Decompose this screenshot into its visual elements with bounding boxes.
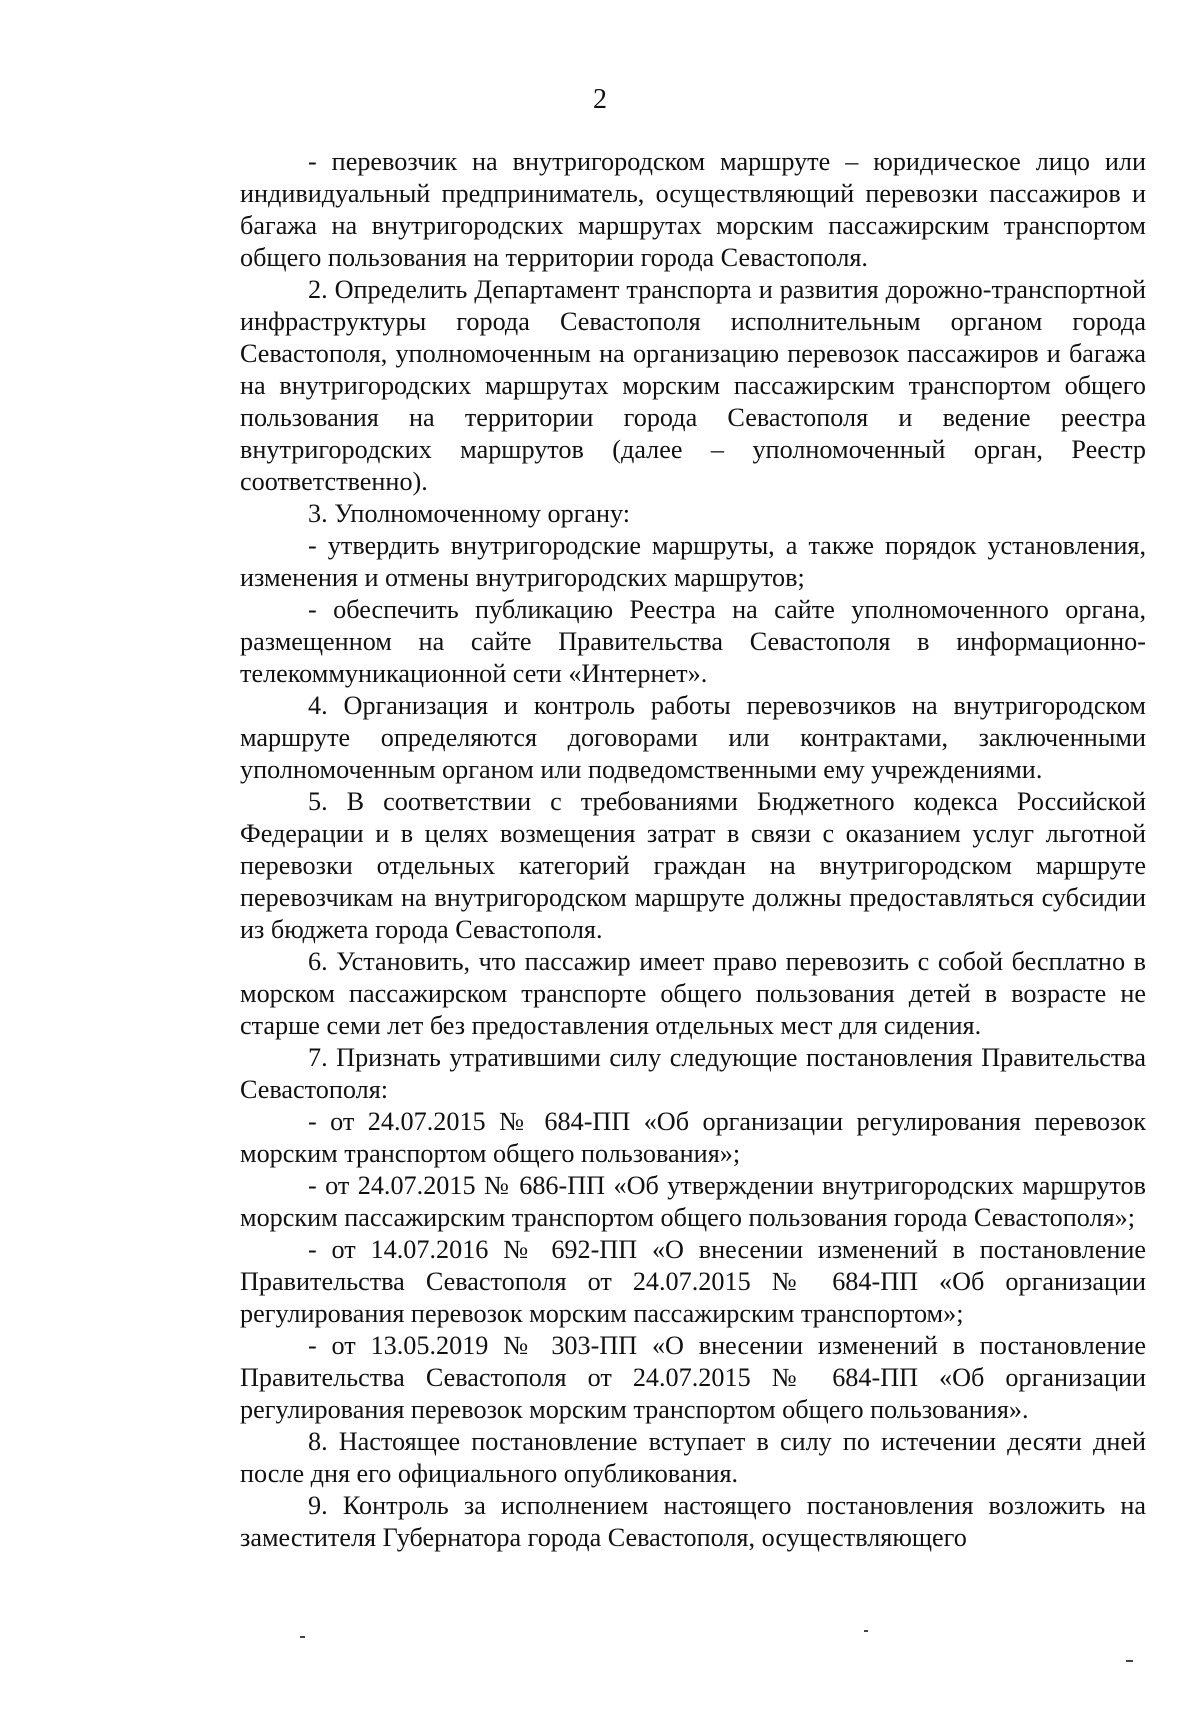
- paragraph-7-item-684: - от 24.07.2015 № 684-ПП «Об организации регулирования перевозок морским транспортом общего пользования»;: [240, 1107, 1146, 1168]
- paragraph-4-control: 4. Организация и контроль работы перевозчиков на внутригородском маршруте определяются договорами или контрактами, заключенными уполномоченным органом или подведомственными ему учреждениями.: [240, 691, 1146, 784]
- paragraph-8-effective-date: 8. Настоящее постановление вступает в силу по истечении десяти дней после дня его официального опубликования.: [240, 1427, 1146, 1488]
- paragraph-2-authorized-body: 2. Определить Департамент транспорта и развития дорожно-транспортной инфраструктуры города Севастополя исполнительным органом города Севастополя, уполномоченным на организацию перевозок пассажиров и багажа на внутригородских маршрутах морским пассажирским транспортом общего пользования на территории города Севастополя и ведение реестра внутригородских маршрутов (далее – уполномоченный орган, Реестр соответственно).: [240, 275, 1146, 496]
- paragraph-3-item-publish-registry: - обеспечить публикацию Реестра на сайте уполномоченного органа, размещенном на сайте Правительства Севастополя в информационно-телекоммуникационной сети «Интернет».: [240, 595, 1146, 688]
- paragraph-7-item-303: - от 13.05.2019 № 303-ПП «О внесении изменений в постановление Правительства Севастополя от 24.07.2015 № 684-ПП «Об организации регулирования перевозок морским транспортом общего пользования».: [240, 1331, 1146, 1424]
- paragraph-3-heading: 3. Уполномоченному органу:: [308, 499, 631, 528]
- paragraph-7-item-686: - от 24.07.2015 № 686-ПП «Об утверждении внутригородских маршрутов морским пассажирским транспортом общего пользования города Севастополя»;: [240, 1171, 1146, 1232]
- paragraph-7-item-692: - от 14.07.2016 № 692-ПП «О внесении изменений в постановление Правительства Севастополя от 24.07.2015 № 684-ПП «Об организации регулирования перевозок морским пассажирским транспортом»;: [240, 1235, 1146, 1328]
- paragraph-9-control: 9. Контроль за исполнением настоящего постановления возложить на заместителя Губернатора города Севастополя, осуществляющего: [240, 1491, 1146, 1552]
- paragraph-3-item-approve-routes: - утвердить внутригородские маршруты, а также порядок установления, изменения и отмены внутригородских маршрутов;: [240, 531, 1146, 592]
- scan-mark: [864, 1630, 868, 1632]
- document-body: [240, 146, 1146, 1554]
- paragraph-carrier-definition: - перевозчик на внутригородском маршруте – юридическое лицо или индивидуальный предприниматель, осуществляющий перевозки пассажиров и багажа на внутригородских маршрутах морским пассажирским транспортом общего пользования на территории города Севастополя.: [240, 147, 1146, 272]
- page-number: 2: [593, 84, 607, 115]
- paragraph-7-repeal: 7. Признать утратившими силу следующие постановления Правительства Севастополя:: [240, 1043, 1146, 1104]
- scan-mark: [300, 1636, 305, 1638]
- paragraph-6-children: 6. Установить, что пассажир имеет право перевозить с собой бесплатно в морском пассажирском транспорте общего пользования детей в возрасте не старше семи лет без предоставления отдельных мест для сидения.: [240, 947, 1146, 1040]
- paragraph-5-subsidies: 5. В соответствии с требованиями Бюджетного кодекса Российской Федерации и в целях возмещения затрат в связи с оказанием услуг льготной перевозки отдельных категорий граждан на внутригородском маршруте перевозчикам на внутригородском маршруте должны предоставляться субсидии из бюджета города Севастополя.: [240, 787, 1146, 944]
- scan-mark: [1126, 1660, 1133, 1662]
